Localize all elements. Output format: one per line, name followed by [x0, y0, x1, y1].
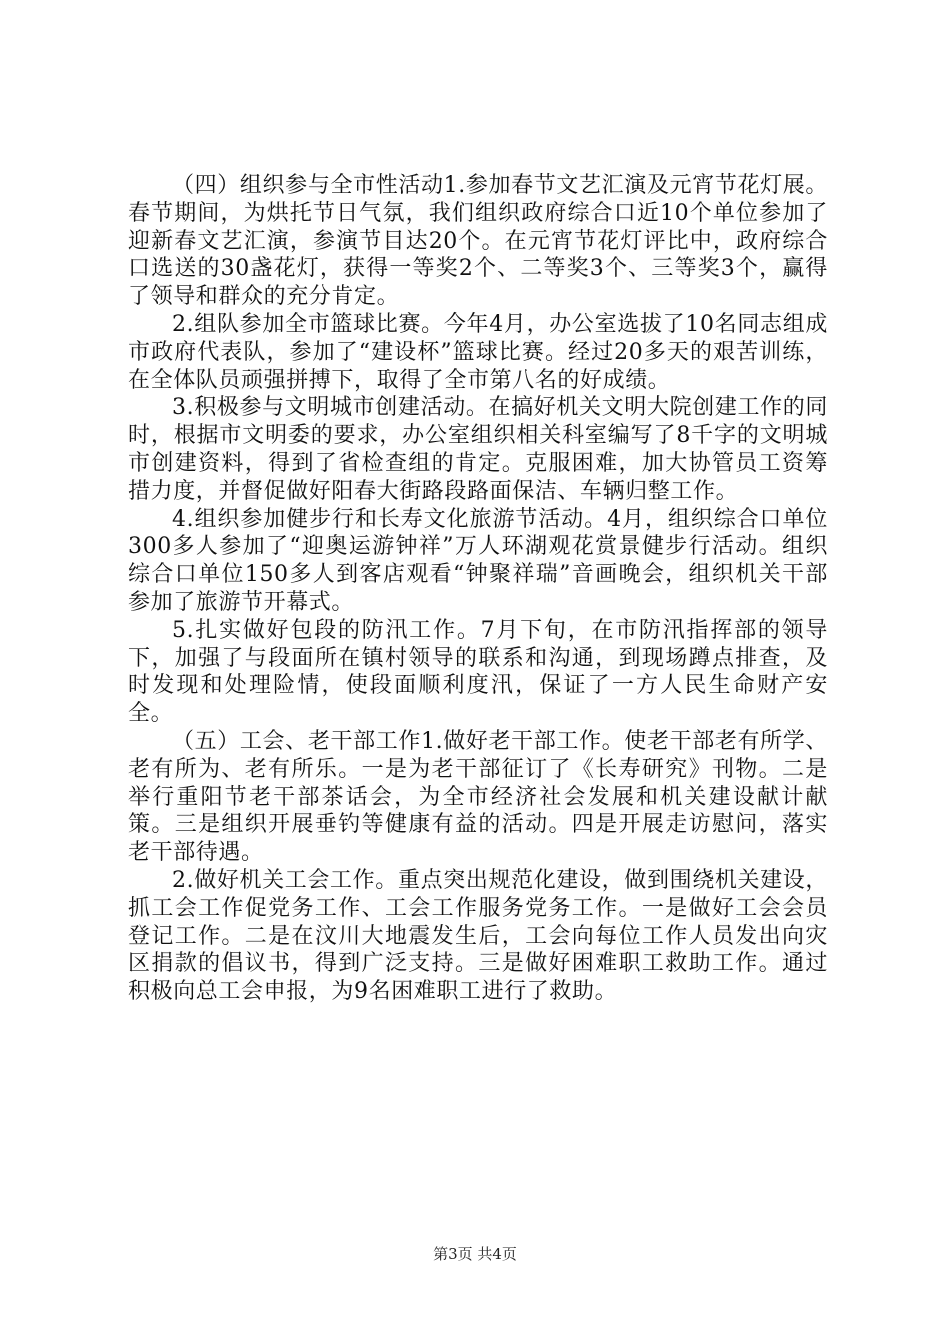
paragraph-walking-festival: 4.组织参加健步行和长寿文化旅游节活动。4月，组织综合口单位300多人参加了“迎奥运游钟祥”万人环湖观花赏景健步行活动。组织综合口单位150多人到客店观看“钟聚祥瑞”音画晚会，组织机关干部参加了旅游节开幕式。	[128, 506, 828, 615]
paragraph-veteran-cadres: （五）工会、老干部工作1.做好老干部工作。使老干部老有所学、老有所为、老有所乐。一是为老干部征订了《长寿研究》刊物。二是举行重阳节老干部茶话会，为全市经济社会发展和机关建设献计献策。三是组织开展垂钓等健康有益的活动。四是开展走访慰问，落实老干部待遇。	[128, 728, 828, 866]
document-body	[128, 172, 828, 1006]
paragraph-activities: （四）组织参与全市性活动1.参加春节文艺汇演及元宵节花灯展。春节期间，为烘托节日气氛，我们组织政府综合口近10个单位参加了迎新春文艺汇演，参演节目达20个。在元宵节花灯评比中，政府综合口选送的30盏花灯，获得一等奖2个、二等奖3个、三等奖3个，赢得了领导和群众的充分肯定。	[128, 173, 828, 310]
page-footer: 第3页 共4页	[433, 1245, 517, 1263]
paragraph-trade-union: 2.做好机关工会工作。重点突出规范化建设，做到围绕机关建设，抓工会工作促党务工作、工会工作服务党务工作。一是做好工会会员登记工作。二是在汶川大地震发生后，工会向每位工作人员发出向灾区捐款的倡议书，得到广泛支持。三是做好困难职工救助工作。通过积极向总工会申报，为9名困难职工进行了救助。	[128, 867, 828, 1005]
paragraph-civilized-city: 3.积极参与文明城市创建活动。在搞好机关文明大院创建工作的同时，根据市文明委的要求，办公室组织相关科室编写了8千字的文明城市创建资料，得到了省检查组的肯定。克服困难，加大协管员工资筹措力度，并督促做好阳春大街路段路面保洁、车辆归整工作。	[128, 395, 828, 504]
paragraph-basketball: 2.组队参加全市篮球比赛。今年4月，办公室选拔了10名同志组成市政府代表队，参加了“建设杯”篮球比赛。经过20多天的艰苦训练，在全体队员顽强拼搏下，取得了全市第八名的好成绩。	[128, 311, 828, 393]
paragraph-flood-control: 5.扎实做好包段的防汛工作。7月下旬，在市防汛指挥部的领导下，加强了与段面所在镇村领导的联系和沟通，到现场蹲点排查，及时发现和处理险情，使段面顺利度汛，保证了一方人民生命财产安全。	[128, 617, 828, 727]
